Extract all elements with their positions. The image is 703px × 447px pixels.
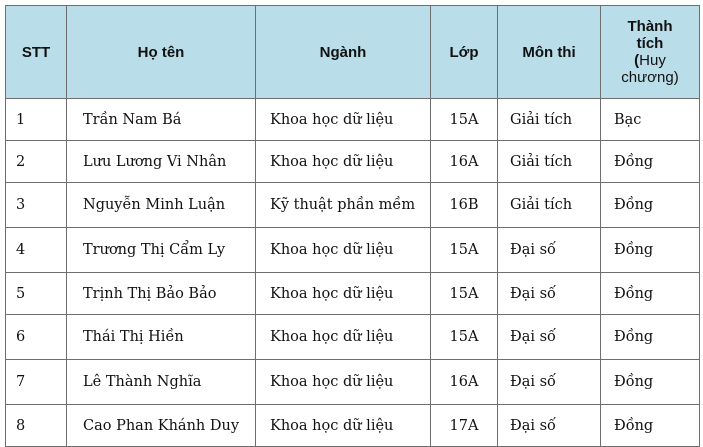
row-award: Đồng [601, 183, 700, 228]
row-subject: Giải tích [498, 183, 601, 228]
header-award-line2: tích [636, 35, 664, 52]
row-name: Lưu Lương Vi Nhân [67, 141, 256, 183]
row-name: Lê Thành Nghĩa [67, 360, 256, 405]
row-major: Khoa học dữ liệu [256, 228, 431, 273]
row-subject: Giải tích [498, 99, 601, 141]
header-award-paren: ( [634, 52, 640, 69]
row-major: Khoa học dữ liệu [256, 273, 431, 315]
row-major: Khoa học dữ liệu [256, 99, 431, 141]
header-award-line3: Huy [639, 52, 666, 69]
row-stt: 8 [6, 405, 67, 447]
row-stt: 7 [6, 360, 67, 405]
header-subject: Môn thi [498, 6, 601, 99]
row-subject: Giải tích [498, 141, 601, 183]
row-class: 16A [431, 360, 498, 405]
row-subject: Đại số [498, 228, 601, 273]
row-class: 15A [431, 99, 498, 141]
row-class: 16A [431, 141, 498, 183]
header-award-line4: chương) [621, 69, 679, 86]
row-name: Trịnh Thị Bảo Bảo [67, 273, 256, 315]
row-class: 17A [431, 405, 498, 447]
table-row [6, 405, 700, 447]
results-table [5, 5, 700, 447]
results-table-container [5, 5, 700, 447]
row-stt: 5 [6, 273, 67, 315]
row-award: Đồng [601, 405, 700, 447]
row-award: Đồng [601, 273, 700, 315]
row-name: Cao Phan Khánh Duy [67, 405, 256, 447]
row-class: 15A [431, 273, 498, 315]
table-row [6, 228, 700, 273]
row-award: Đồng [601, 228, 700, 273]
header-major: Ngành [256, 6, 431, 99]
row-subject: Đại số [498, 360, 601, 405]
row-major: Kỹ thuật phần mềm [256, 183, 431, 228]
table-row [6, 183, 700, 228]
row-stt: 3 [6, 183, 67, 228]
row-stt: 2 [6, 141, 67, 183]
row-class: 15A [431, 228, 498, 273]
table-row [6, 141, 700, 183]
row-major: Khoa học dữ liệu [256, 141, 431, 183]
table-row [6, 273, 700, 315]
row-name: Thái Thị Hiền [67, 315, 256, 360]
row-class: 16B [431, 183, 498, 228]
row-subject: Đại số [498, 315, 601, 360]
row-major: Khoa học dữ liệu [256, 315, 431, 360]
row-name: Nguyễn Minh Luận [67, 183, 256, 228]
row-award: Đồng [601, 141, 700, 183]
row-major: Khoa học dữ liệu [256, 360, 431, 405]
row-award: Đồng [601, 360, 700, 405]
row-major: Khoa học dữ liệu [256, 405, 431, 447]
table-row [6, 360, 700, 405]
table-header-row [6, 6, 700, 99]
header-class: Lớp [431, 6, 498, 99]
header-stt: STT [6, 6, 67, 99]
row-subject: Đại số [498, 405, 601, 447]
header-award-line1: Thành [627, 18, 673, 35]
table-row [6, 315, 700, 360]
row-stt: 4 [6, 228, 67, 273]
row-award: Bạc [601, 99, 700, 141]
row-name: Trần Nam Bá [67, 99, 256, 141]
row-subject: Đại số [498, 273, 601, 315]
row-class: 15A [431, 315, 498, 360]
row-name: Trương Thị Cẩm Ly [67, 228, 256, 273]
row-stt: 1 [6, 99, 67, 141]
header-award [601, 6, 700, 99]
row-award: Đồng [601, 315, 700, 360]
table-body [6, 99, 700, 447]
header-name: Họ tên [67, 6, 256, 99]
row-stt: 6 [6, 315, 67, 360]
table-row [6, 99, 700, 141]
